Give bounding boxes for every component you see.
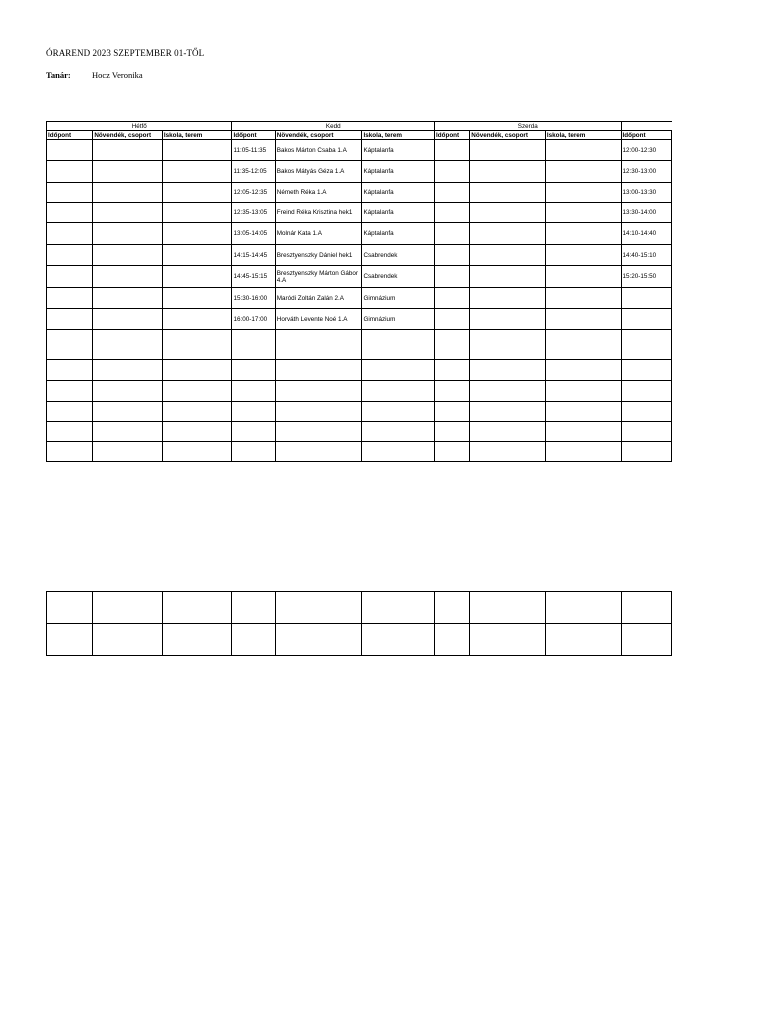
kedd-time: 14:15-14:45 xyxy=(232,245,275,266)
table-row xyxy=(47,288,672,309)
kedd-time: 13:05-14:05 xyxy=(232,223,275,245)
day-header-kedd: Kedd xyxy=(232,122,435,131)
table-row xyxy=(47,140,672,161)
kedd-time: 11:35-12:05 xyxy=(232,161,275,183)
col-header-time: Időpont xyxy=(47,131,93,140)
col-header-school: Iskola, terem xyxy=(162,131,232,140)
table-row xyxy=(47,203,672,223)
kedd-student: Freind Réka Krisztina hek1 xyxy=(275,203,362,223)
col-header-student: Növendék, csoport xyxy=(93,131,163,140)
kedd-school: Gimnázium xyxy=(362,309,435,330)
next-time: 13:30-14:00 xyxy=(621,203,671,223)
table-row xyxy=(47,183,672,203)
kedd-student: Németh Réka 1.A xyxy=(275,183,362,203)
table-row xyxy=(47,161,672,183)
kedd-student: Bresztyenszky Dániel hek1 xyxy=(275,245,362,266)
table-row xyxy=(47,245,672,266)
kedd-student: Horváth Levente Noé 1.A xyxy=(275,309,362,330)
day-header-szerda: Szerda xyxy=(435,122,621,131)
table-row xyxy=(47,223,672,245)
day-header-row xyxy=(47,122,672,131)
next-time xyxy=(621,309,671,330)
col-header-school: Iskola, terem xyxy=(362,131,435,140)
col-header-student: Növendék, csoport xyxy=(275,131,362,140)
timetable xyxy=(46,121,672,462)
day-header-next xyxy=(621,122,671,131)
page-title: ÓRAREND 2023 SZEPTEMBER 01-TŐL xyxy=(46,48,205,58)
table-row xyxy=(47,381,672,402)
kedd-student: Molnár Kata 1.A xyxy=(275,223,362,245)
col-header-time: Időpont xyxy=(232,131,275,140)
next-time: 12:30-13:00 xyxy=(621,161,671,183)
kedd-school: Gimnázium xyxy=(362,288,435,309)
next-time: 12:00-12:30 xyxy=(621,140,671,161)
next-time xyxy=(621,288,671,309)
kedd-school: Káptalanfa xyxy=(362,203,435,223)
teacher-name: Hocz Veronika xyxy=(92,70,143,80)
next-time: 15:20-15:50 xyxy=(621,266,671,288)
table-row xyxy=(47,309,672,330)
next-time: 14:10-14:40 xyxy=(621,223,671,245)
kedd-time: 11:05-11:35 xyxy=(232,140,275,161)
kedd-school: Káptalanfa xyxy=(362,223,435,245)
kedd-student: Bakos Márton Csaba 1.A xyxy=(275,140,362,161)
table-row xyxy=(47,422,672,442)
kedd-time: 14:45-15:15 xyxy=(232,266,275,288)
kedd-student: Bresztyenszky Márton Gábor 4.A xyxy=(275,266,362,288)
next-time: 14:40-15:10 xyxy=(621,245,671,266)
kedd-time: 12:05-12:35 xyxy=(232,183,275,203)
timetable-continuation xyxy=(46,591,672,656)
kedd-time: 15:30-16:00 xyxy=(232,288,275,309)
col-header-student: Növendék, csoport xyxy=(470,131,546,140)
next-time: 13:00-13:30 xyxy=(621,183,671,203)
col-header-school: Iskola, terem xyxy=(545,131,621,140)
kedd-school: Csabrendek xyxy=(362,245,435,266)
kedd-school: Káptalanfa xyxy=(362,140,435,161)
kedd-school: Káptalanfa xyxy=(362,183,435,203)
kedd-school: Csabrendek xyxy=(362,266,435,288)
table-row xyxy=(47,360,672,381)
col-header-time: Időpont xyxy=(435,131,470,140)
col-header-time: Időpont xyxy=(621,131,671,140)
kedd-time: 16:00-17:00 xyxy=(232,309,275,330)
table-row xyxy=(47,624,672,656)
column-header-row xyxy=(47,131,672,140)
table-row xyxy=(47,592,672,624)
day-header-hetfo: Hétfő xyxy=(47,122,232,131)
table-row xyxy=(47,402,672,422)
kedd-school: Káptalanfa xyxy=(362,161,435,183)
kedd-student: Maródi Zoltán Zalán 2.A xyxy=(275,288,362,309)
kedd-time: 12:35-13:05 xyxy=(232,203,275,223)
teacher-label: Tanár: xyxy=(46,70,71,80)
table-row xyxy=(47,330,672,360)
table-row xyxy=(47,266,672,288)
kedd-student: Bakos Mátyás Géza 1.A xyxy=(275,161,362,183)
table-row xyxy=(47,442,672,462)
